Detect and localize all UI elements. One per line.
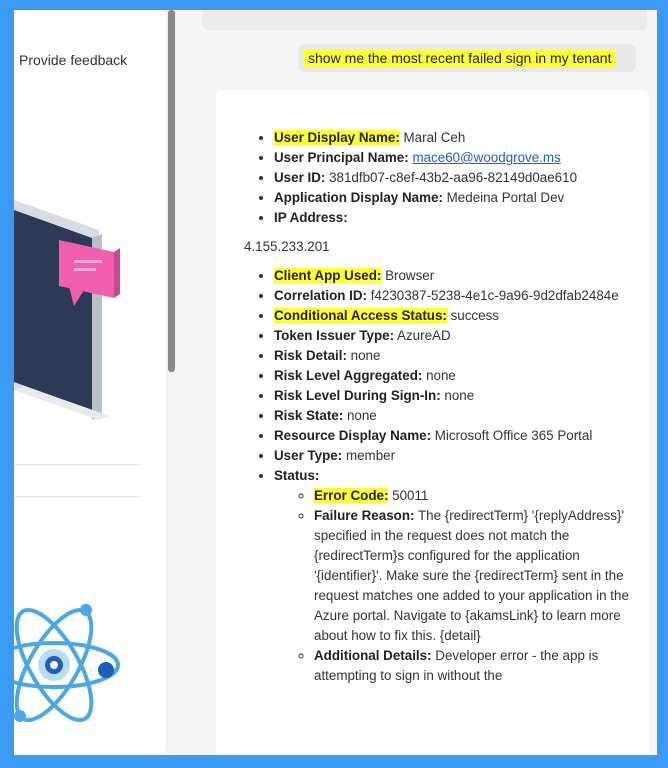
sidebar-divider [14, 496, 139, 497]
computer-illustration-icon [14, 190, 164, 430]
list-item: • Resource Display Name: Microsoft Office 365 Portal [274, 426, 649, 446]
list-item: ◦ Failure Reason: The {redirectTerm} '{replyAddress}' specified in the request does not match the {redirectTerm}s configured for the application '{identifier}'. Make sure the {redirectTerm} sent in the request matches one added to your application in the Azure portal. Navigate to {akamsLink} to learn more about how to fix this. {detail} [314, 506, 649, 646]
list-item: • Token Issuer Type: AzureAD [274, 326, 649, 346]
sidebar-divider [14, 464, 139, 465]
list-item: • Risk State: none [274, 406, 649, 426]
list-item: ◦ Error Code: 50011 [314, 486, 649, 506]
list-item: • User Display Name: Maral Ceh [274, 128, 649, 148]
list-item: • Risk Level Aggregated: none [274, 366, 649, 386]
list-item: • IP Address: [274, 208, 649, 228]
list-item: • Conditional Access Status: success [274, 306, 649, 326]
list-item: • Application Display Name: Medeina Portal Dev [274, 188, 649, 208]
sidebar [14, 10, 166, 755]
chat-panel [202, 10, 657, 755]
list-item: • User Principal Name: mace60@woodgrove.ms [274, 148, 649, 168]
list-item: • Risk Detail: none [274, 346, 649, 366]
list-item: • User ID: 381dfb07-c8ef-43b2-aa96-82149d0ae610 [274, 168, 649, 188]
list-item: • Risk Level During Sign-In: none [274, 386, 649, 406]
user-prompt-bubble [298, 44, 636, 72]
list-item: • Status: ◦ Error Code: 50011 ◦ Failure Reason: The {redirectTerm} '{replyAddress}' specified in the request does not match the {redirectTerm}s configured for the application '{identifier}'. Make sure the {redirectTerm} sent in the request matches one added to your application in the Azure portal. Navigate to {akamsLink} to learn more about how to fix this. {detail} ◦ Additional Details: Developer error - the app is attempting to sign in without the [274, 466, 649, 686]
signin-properties-list-2 [216, 266, 649, 686]
list-item: • Client App Used: Browser [274, 266, 649, 286]
user-principal-name-link[interactable]: mace60@woodgrove.ms [412, 150, 561, 165]
ip-address-value: 4.155.233.201 [244, 239, 330, 254]
atom-illustration-icon [14, 570, 154, 755]
chat-top-bar [202, 10, 647, 30]
provide-feedback-link[interactable]: Provide feedback [19, 52, 128, 68]
list-item: • Correlation ID: f4230387-5238-4e1c-9a96-9d2dfab2484e [274, 286, 649, 306]
list-item: • User Type: member [274, 446, 649, 466]
signin-properties-list [216, 128, 649, 228]
status-sublist [274, 486, 649, 686]
sidebar-scrollbar[interactable] [168, 10, 175, 372]
assistant-response [216, 90, 649, 755]
list-item: ◦ Additional Details: Developer error - the app is attempting to sign in without the [314, 646, 649, 686]
app-window [14, 10, 657, 755]
user-prompt-text: show me the most recent failed sign in my tenant [304, 49, 615, 67]
